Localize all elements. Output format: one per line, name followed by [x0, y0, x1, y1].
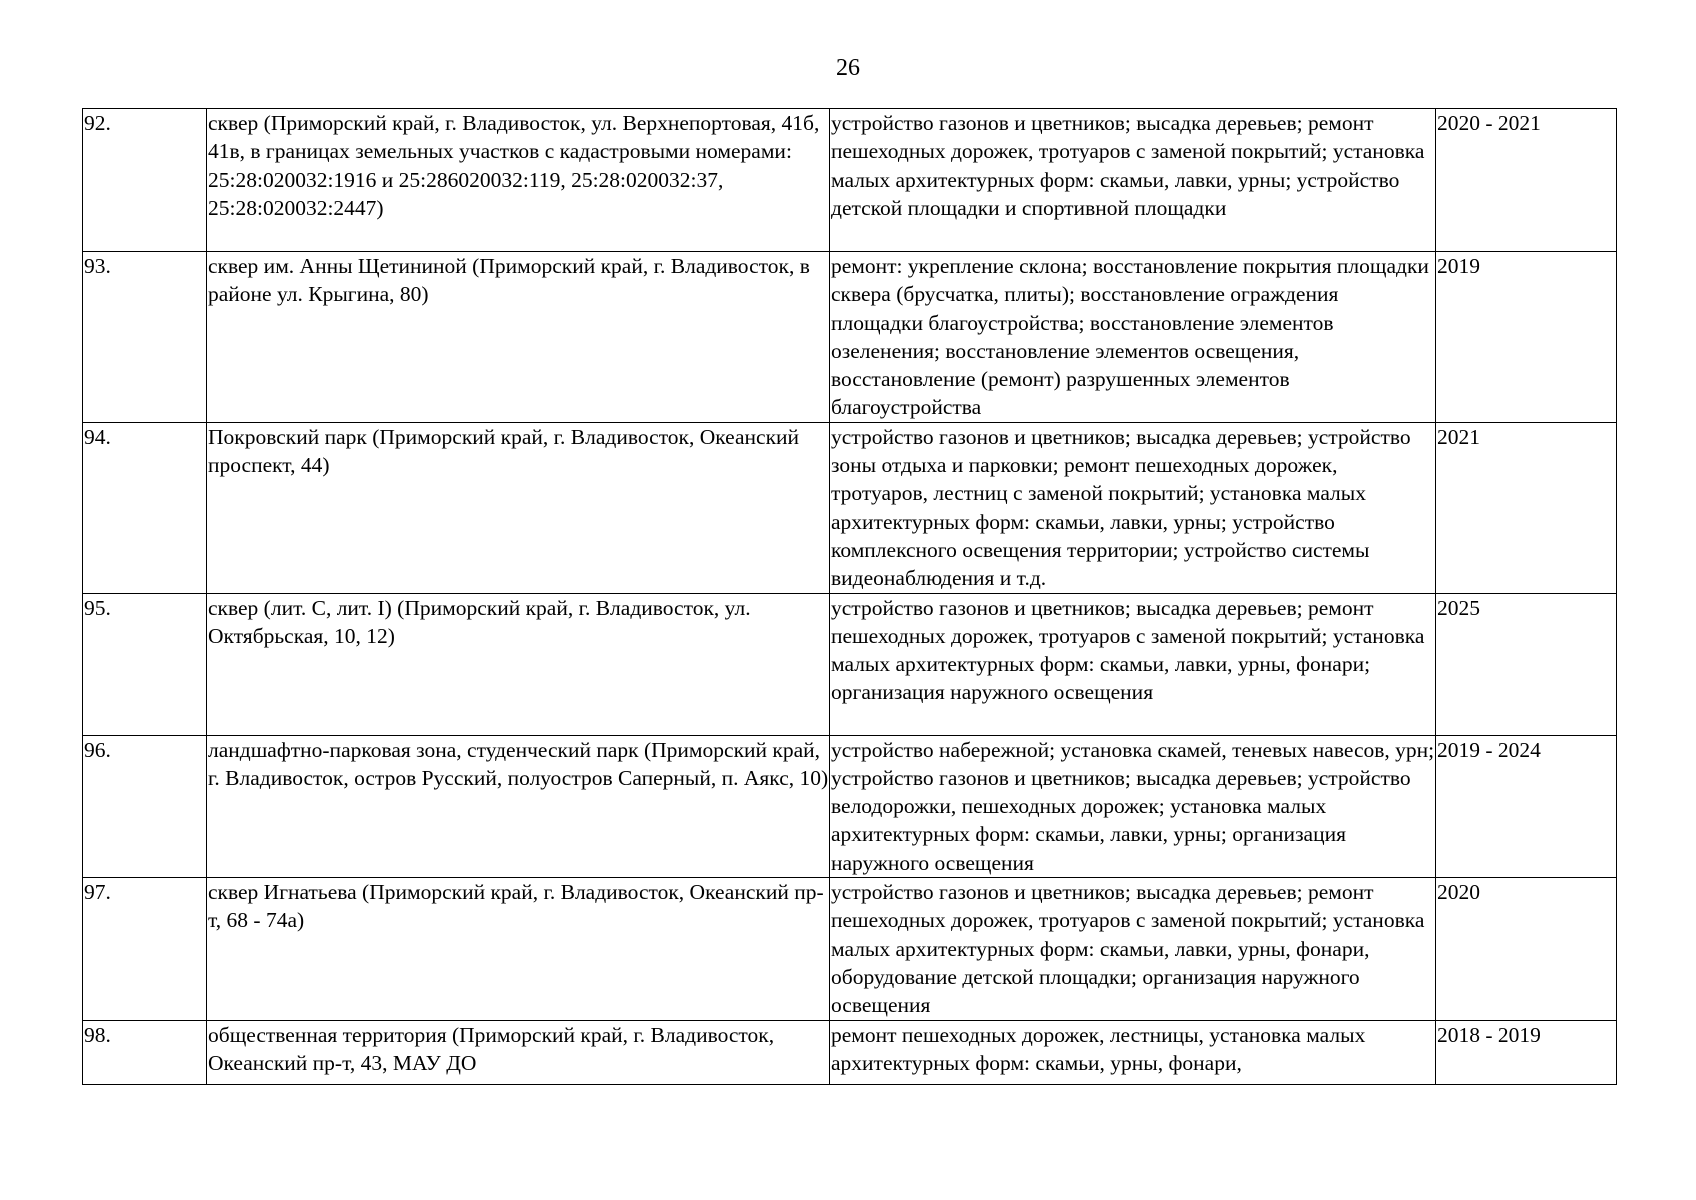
implementation-years: 2025 — [1436, 593, 1617, 735]
works-description: устройство газонов и цветников; высадка деревьев; ремонт пешеходных дорожек, тротуаров с заменой покрытий; установка малых архитектурных форм: скамьи, лавки, урны, фонари, оборудование детской площадки; организация наружного освещения — [830, 878, 1436, 1020]
territories-table — [82, 108, 1617, 1085]
works-description: устройство газонов и цветников; высадка деревьев; устройство зоны отдыха и парковки; ремонт пешеходных дорожек, тротуаров, лестниц с заменой покрытий; установка малых архитектурных форм: скамьи, лавки, урны; устройство комплексного освещения территории; устройство системы видеонаблюдения и т.д. — [830, 422, 1436, 593]
works-description: ремонт пешеходных дорожек, лестницы, установка малых архитектурных форм: скамьи, урны, фонари, — [830, 1020, 1436, 1084]
territory-name: ландшафтно-парковая зона, студенческий парк (Приморский край, г. Владивосток, остров Русский, полуостров Саперный, п. Аякс, 10) — [207, 735, 830, 877]
territory-name: Покровский парк (Приморский край, г. Владивосток, Океанский проспект, 44) — [207, 422, 830, 593]
row-number: 96. — [83, 735, 207, 877]
page-number: 26 — [836, 55, 860, 81]
table-row — [83, 252, 1617, 423]
territory-name: сквер Игнатьева (Приморский край, г. Владивосток, Океанский пр-т, 68 - 74а) — [207, 878, 830, 1020]
implementation-years: 2020 - 2021 — [1436, 109, 1617, 252]
row-number: 93. — [83, 252, 207, 423]
territory-name: сквер им. Анны Щетининой (Приморский край, г. Владивосток, в районе ул. Крыгина, 80) — [207, 252, 830, 423]
row-number: 94. — [83, 422, 207, 593]
table-row — [83, 735, 1617, 877]
table-row — [83, 593, 1617, 735]
implementation-years: 2019 - 2024 — [1436, 735, 1617, 877]
territory-name: общественная территория (Приморский край, г. Владивосток, Океанский пр-т, 43, МАУ ДО — [207, 1020, 830, 1084]
implementation-years: 2019 — [1436, 252, 1617, 423]
row-number: 92. — [83, 109, 207, 252]
table-row — [83, 422, 1617, 593]
works-description: устройство газонов и цветников; высадка деревьев; ремонт пешеходных дорожек, тротуаров с заменой покрытий; установка малых архитектурных форм: скамьи, лавки, урны, фонари; организация наружного освещения — [830, 593, 1436, 735]
row-number: 97. — [83, 878, 207, 1020]
implementation-years: 2020 — [1436, 878, 1617, 1020]
table-row — [83, 109, 1617, 252]
row-number: 95. — [83, 593, 207, 735]
territory-name: сквер (лит. С, лит. I) (Приморский край, г. Владивосток, ул. Октябрьская, 10, 12) — [207, 593, 830, 735]
table-row — [83, 1020, 1617, 1084]
implementation-years: 2018 - 2019 — [1436, 1020, 1617, 1084]
works-description: устройство набережной; установка скамей, теневых навесов, урн; устройство газонов и цветников; высадка деревьев; устройство велодорожки, пешеходных дорожек; установка малых архитектурных форм: скамьи, лавки, урны; организация наружного освещения — [830, 735, 1436, 877]
works-description: устройство газонов и цветников; высадка деревьев; ремонт пешеходных дорожек, тротуаров с заменой покрытий; установка малых архитектурных форм: скамьи, лавки, урны; устройство детской площадки и спортивной площадки — [830, 109, 1436, 252]
table-row — [83, 878, 1617, 1020]
row-number: 98. — [83, 1020, 207, 1084]
territory-name: сквер (Приморский край, г. Владивосток, ул. Верхнепортовая, 41б, 41в, в границах земельных участков с кадастровыми номерами: 25:28:020032:1916 и 25:286020032:119, 25:28:020032:37, 25:28:020032:2447) — [207, 109, 830, 252]
implementation-years: 2021 — [1436, 422, 1617, 593]
works-description: ремонт: укрепление склона; восстановление покрытия площадки сквера (брусчатка, плиты); восстановление ограждения площадки благоустройства; восстановление элементов озеленения; восстановление элементов освещения, восстановление (ремонт) разрушенных элементов благоустройства — [830, 252, 1436, 423]
